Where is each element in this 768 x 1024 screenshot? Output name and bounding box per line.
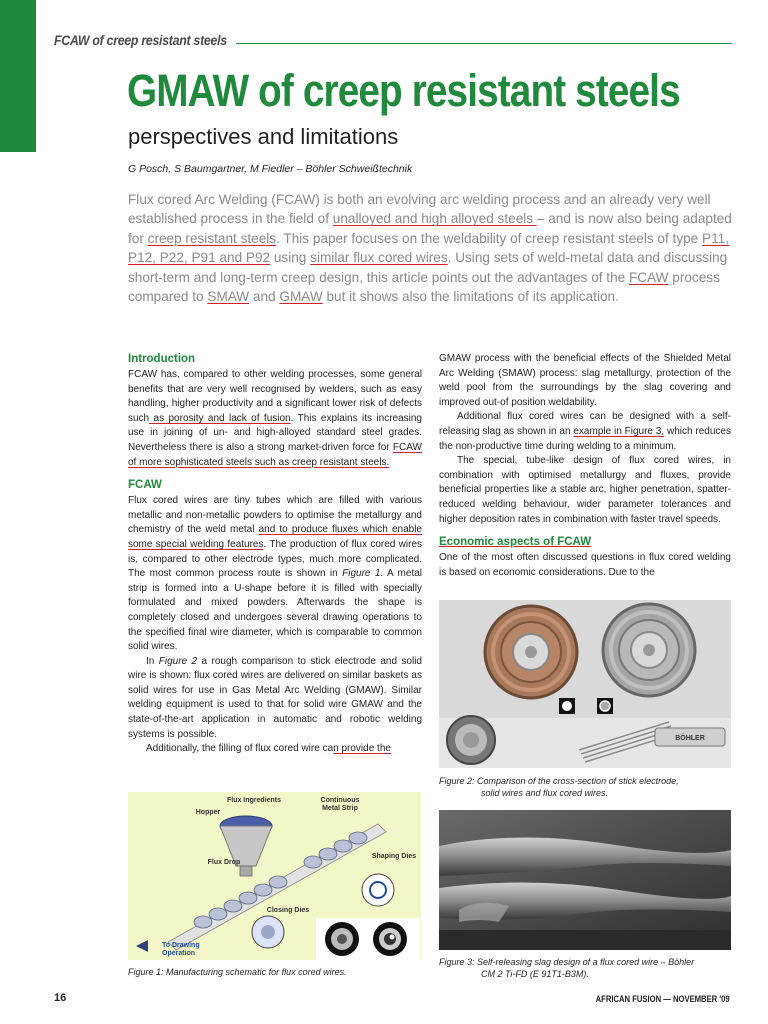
abstract-highlight: SMAW [207, 289, 250, 305]
welded-plate-illustration [439, 810, 731, 950]
abstract-text: and [249, 289, 280, 305]
abstract-text: Flux cored Arc Welding (FCAW) is both an evolving arc welding process and an already very well established process in the field of [128, 192, 711, 227]
fcaw-paragraph-3 [128, 742, 422, 757]
figure-reference: Figure 1 [342, 568, 381, 580]
caption-line: CM 2 Ti-FD (E 91T1-B3M). [481, 969, 589, 979]
fcaw-paragraph-3-continued: GMAW process with the beneficial effects of the Shielded Metal Arc Welding (SMAW) process: slag metallurgy, protection of the weld pool from the surroundings by the slag covering and improved out-of position weldability. [439, 353, 731, 408]
body-text: In [146, 655, 159, 667]
caption-line: solid wires and flux cored wires. [481, 788, 609, 798]
section-heading-introduction: Introduction [128, 353, 196, 365]
highlight-text: FCAW of more sophisticated steels such as creep resistant steels. [128, 441, 422, 468]
label-metal-strip: Metal Strip [322, 805, 358, 812]
label-shaping-dies: Shaping Dies [371, 853, 417, 860]
section-heading-economic-aspects: Economic aspects of FCAW [439, 536, 592, 549]
caption-line: Figure 2: Comparison of the cross-section of stick electrode, [439, 776, 679, 786]
running-head-text: FCAW of creep resistant steels [54, 32, 227, 48]
article-subtitle: perspectives and limitations [128, 124, 399, 149]
section-heading-fcaw: FCAW [128, 479, 162, 492]
fcaw-paragraph-2 [128, 655, 422, 743]
figure-2-photo [439, 600, 731, 768]
highlight-text: n provide the [333, 743, 391, 755]
caption-line: Figure 3: Self-releasing slag design of a flux cored wire – Böhler [439, 957, 695, 967]
label-closing-dies: Closing Dies [266, 907, 310, 914]
label-continuous: Continuous [320, 797, 360, 804]
green-edge-tab [0, 0, 36, 152]
fcaw-paragraph-5: The special, tube-like design of flux cored wires, in combination with optimised metallurgy and fluxes, provide beneficial properties like a stable arc, higher penetration, spatter-reduced welding behaviour, wider parameter tolerances and higher deposition rates in combination with faster travel speeds. [439, 455, 731, 525]
label-to-drawing: To Drawing [162, 942, 200, 949]
wire-spools-illustration [439, 600, 731, 768]
article-title: GMAW of creep resistant steels [127, 65, 680, 116]
body-text: . The production of flux cored wires is, compared to other electrode types, much more complicated. The most common process route is shown in [128, 538, 423, 580]
fcaw-paragraph-4 [439, 410, 731, 454]
spool-left [485, 606, 577, 698]
abstract-text: but it shows also the limitations of its application. [322, 289, 619, 305]
article-authors: G Posch, S Baumgartner, M Fiedler – Böhler Schweißtechnik [128, 163, 413, 175]
body-text: . A metal strip is formed into a U-shape before it is filled with specially formulated and mixed powders. Afterwards the shape is completely closed and undergoes several drawing operations to the specified final wire diameter, which is comparable to common solid wires. [128, 568, 423, 653]
left-column [128, 352, 422, 757]
fcaw-paragraph-1 [128, 494, 422, 655]
publication-footer: AFRICAN FUSION — NOVEMBER '09 [595, 994, 730, 1004]
abstract-text: using [270, 250, 311, 266]
running-head [54, 28, 732, 48]
brand-label: BÖHLER [675, 735, 705, 742]
running-head-rule [236, 43, 732, 44]
abstract-text: process compared to [128, 269, 720, 305]
page-number: 16 [54, 992, 67, 1004]
figure-3-photo [439, 810, 731, 950]
label-hopper: Hopper [195, 809, 221, 816]
shaping-die-detail [362, 874, 394, 906]
label-flux-drop: Flux Drop [207, 859, 241, 866]
figure-1-caption: Figure 1: Manufacturing schematic for flux cored wires. [128, 967, 347, 977]
figure-reference: Figure 2 [158, 655, 198, 667]
figure-2-caption [439, 775, 731, 799]
abstract-text: . Using sets of weld-metal data and discussing short-term and long-term creep design, this article points out the advantages of the [128, 250, 728, 285]
manufacturing-schematic [128, 792, 421, 960]
figure-1-schematic [128, 792, 421, 960]
intro-paragraph [128, 368, 422, 470]
abstract-highlight: similar flux cored wires [310, 250, 448, 266]
highlight-text: and to produce fluxes which enable some special welding features [128, 524, 422, 550]
flux-cored-wire-cross-section [600, 701, 610, 711]
abstract-highlight: unalloyed and high alloyed steels [332, 211, 537, 227]
abstract-text: – and is now also being adapted for [128, 211, 732, 246]
abstract-highlight: creep resistant steels [147, 230, 277, 246]
right-column [439, 352, 731, 580]
label-flux-ingredients: Flux Ingredients [226, 797, 282, 804]
figure-3-caption [439, 956, 731, 980]
solid-wire-cross-section [562, 701, 572, 711]
body-text: Additionally, the filling of flux cored wire ca [146, 743, 334, 755]
abstract-highlight: GMAW [279, 289, 323, 305]
body-text: FCAW has, compared to other welding processes, some general benefits that are very well recognised by welders, such as easy handling, higher productivity and a significant lower risk of defects such [128, 369, 422, 424]
abstract [128, 190, 740, 306]
abstract-highlight: P11, P12, P22, P91 and P92 [128, 230, 729, 266]
abstract-text: . This paper focuses on the weldability of creep resistant steels of type [276, 230, 703, 246]
highlight-text: example in Figure 3, [573, 425, 665, 437]
label-operation: Operation [162, 950, 196, 957]
body-text: which reduces the non-productive time during welding to a minimum. [439, 425, 731, 452]
abstract-highlight: FCAW [628, 269, 669, 285]
body-text: a rough comparison to stick electrode and solid wire is shown: flux cored wires are delivered on similar baskets as solid wires for use in Gas Metal Arc Welding (GMAW). Similar welding equipment is used to that for solid wire GMAW and the state-of-the-art application in automatic and robotic welding systems is possible. [128, 655, 422, 740]
spool-right [603, 604, 695, 696]
body-text: Additional flux cored wires can be designed with a self-releasing slag as shown in an [439, 411, 731, 437]
highlight-text: as porosity and lack of fusion [149, 412, 291, 424]
body-text: Flux cored wires are tiny tubes which are filled with various metallic and non-metallic powders to optimise the metallurgy and chemistry of the weld metal [128, 495, 422, 536]
economic-paragraph: One of the most often discussed questions in flux cored welding is based on economic considerations. Due to the [439, 552, 731, 578]
body-text: . This explains its increasing use in joining of un- and high-alloyed standard steel grades. Nevertheless there is also a strong market-driven force for [128, 412, 422, 453]
